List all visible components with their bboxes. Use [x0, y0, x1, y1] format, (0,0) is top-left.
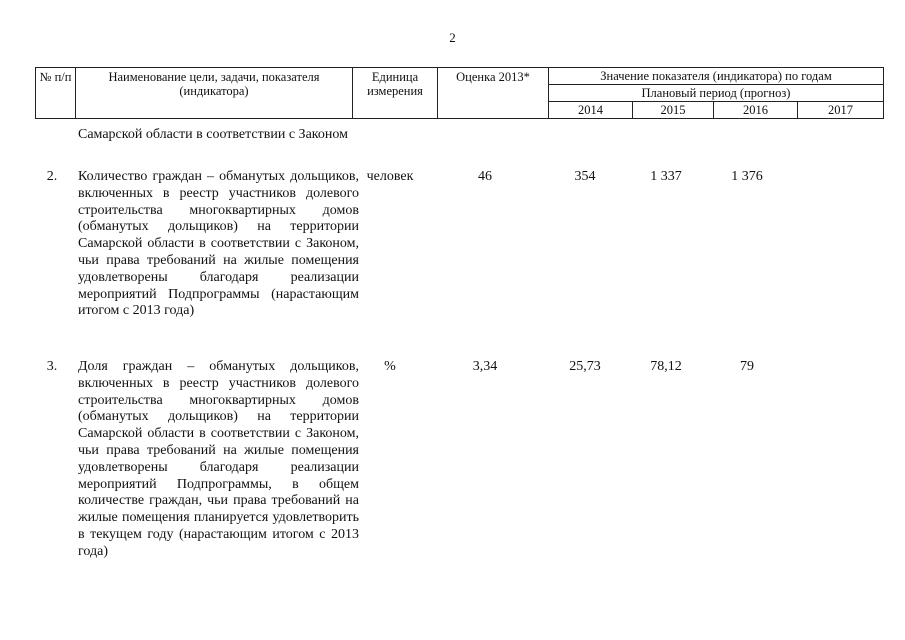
header-name: Наименование цели, задачи, показателя (индикатора) [76, 68, 353, 119]
row-number: 3. [46, 359, 58, 374]
row-value-2015: 78,12 [650, 359, 682, 374]
row-estimate-2013: 46 [478, 169, 492, 184]
row-value-2016: 79 [740, 359, 754, 374]
header-year-2017: 2017 [798, 102, 884, 119]
header-planning-period: Плановый период (прогноз) [549, 85, 884, 102]
header-values-group: Значение показателя (индикатора) по годам [549, 68, 884, 85]
header-unit: Единица измерения [353, 68, 438, 119]
row-value-2016: 1 376 [731, 169, 763, 184]
row-value-2014: 354 [574, 169, 596, 184]
page-number: 2 [449, 30, 456, 45]
continuation-text: Самарской области в соответствии с Законом [78, 127, 348, 142]
row-description: Доля граждан – обманутых дольщиков, включенных в реестр участников долевого строительства многоквартирных домов (обманутых дольщиков) на территории Самарской области в соответствии с Законом, чьи права требований на жилые помещения удовлетворены благодаря реализации мероприятий Подпрограммы, в общем количестве граждан, чьи права требований на жилые помещения планируется удовлетворить в текущем году (нарастающим итогом с 2013 года) [78, 359, 359, 559]
row-value-2014: 25,73 [569, 359, 601, 374]
header-year-2016: 2016 [714, 102, 798, 119]
row-value-2015: 1 337 [650, 169, 682, 184]
row-estimate-2013: 3,34 [472, 359, 498, 374]
header-year-2014: 2014 [549, 102, 633, 119]
indicator-table-header [35, 67, 884, 119]
row-number: 2. [46, 169, 58, 184]
row-unit: % [384, 359, 396, 374]
row-description: Количество граждан – обманутых дольщиков, включенных в реестр участников долевого строительства многоквартирных домов (обманутых дольщиков) на территории Самарской области в соответствии с Законом, чьи права требований на жилые помещения удовлетворены благодаря реализации мероприятий Подпрограммы (нарастающим итогом с 2013 года) [78, 169, 359, 319]
header-num: № п/п [36, 68, 76, 119]
header-estimate: Оценка 2013* [438, 68, 549, 119]
row-unit: человек [366, 169, 414, 184]
header-year-2015: 2015 [633, 102, 714, 119]
